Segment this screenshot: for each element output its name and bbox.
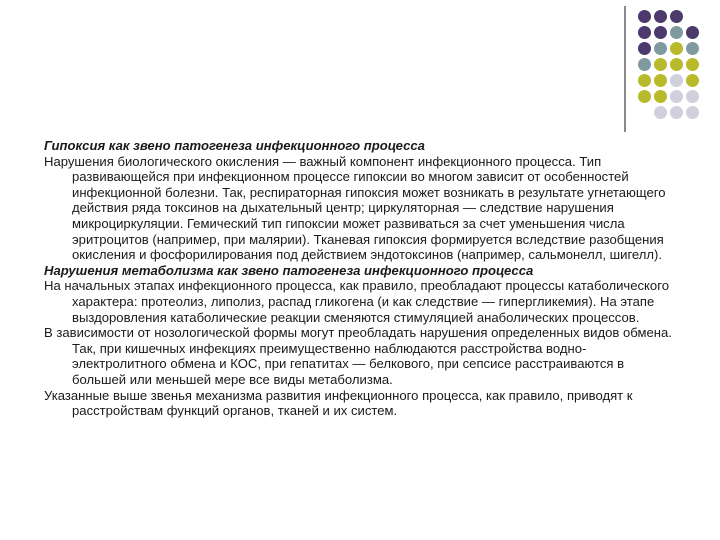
decor-dot: [686, 42, 699, 55]
decor-dot: [654, 106, 667, 119]
decor-dot: [670, 106, 683, 119]
decor-dot: [638, 42, 651, 55]
decor-dot: [654, 10, 667, 23]
paragraph-catabolism: На начальных этапах инфекционного процесса, как правило, преобладают процессы катаболического характера: протеолиз, липолиз, распад гликогена (и как следствие — гипергликемия). На этапе выздоровления катаболические реакции сменяются стимуляцией анаболических процессов.: [44, 278, 669, 325]
paragraph-hypoxia: Нарушения биологического окисления — важный компонент инфекционного процесса. Тип развивающейся при инфекционном процессе гипоксии во многом зависит от особенностей инфекционной болезни. Так, респираторная гипоксия может возникать в результате угнетающего действия ряда токсинов на дыхательный центр; циркуляторная — следствие нарушения микроциркуляции. Гемический тип гипоксии может развиваться за счет уменьшения числа эритроцитов (например, при малярии). Тканевая гипоксия формируется вследствие разобщения окисления и фосфорилирования под действием эндотоксинов (например, сальмонелл, шигелл).: [44, 153, 666, 263]
decor-dot: [654, 26, 667, 39]
decor-dot: [638, 90, 651, 103]
heading-metabolism: Нарушения метаболизма как звено патогенеза инфекционного процесса: [44, 262, 534, 278]
decor-dot: [638, 10, 651, 23]
decor-dot: [670, 58, 683, 71]
paragraph-nosology: В зависимости от нозологической формы могут преобладать нарушения определенных видов обмена. Так, при кишечных инфекциях преимущественно наблюдаются расстройства водно-электролитного обмена и КОС, при гепатитах — белкового, при сепсисе расстраиваются в большей или меньшей мере все виды метаболизма.: [44, 325, 672, 387]
heading-hypoxia: Гипоксия как звено патогенеза инфекционного процесса: [44, 138, 425, 153]
decor-dot: [670, 74, 683, 87]
decor-dot: [654, 90, 667, 103]
decor-dot: [670, 42, 683, 55]
decor-dot: [654, 58, 667, 71]
decor-dot: [654, 74, 667, 87]
decor-dot: [654, 42, 667, 55]
decor-dot: [638, 74, 651, 87]
decor-dot: [686, 26, 699, 39]
divider-line: [624, 6, 626, 132]
decor-dot: [686, 58, 699, 71]
slide-text: [44, 138, 676, 419]
decor-dot: [686, 90, 699, 103]
decor-dot: [686, 74, 699, 87]
decor-dot: [638, 26, 651, 39]
decor-dot: [670, 26, 683, 39]
paragraph-conclusion: Указанные выше звенья механизма развития инфекционного процесса, как правило, приводят к расстройствам функций органов, тканей и их систем.: [44, 387, 633, 419]
decor-dot: [686, 106, 699, 119]
decor-dot: [638, 58, 651, 71]
decor-dot: [670, 10, 683, 23]
decor-dot: [670, 90, 683, 103]
